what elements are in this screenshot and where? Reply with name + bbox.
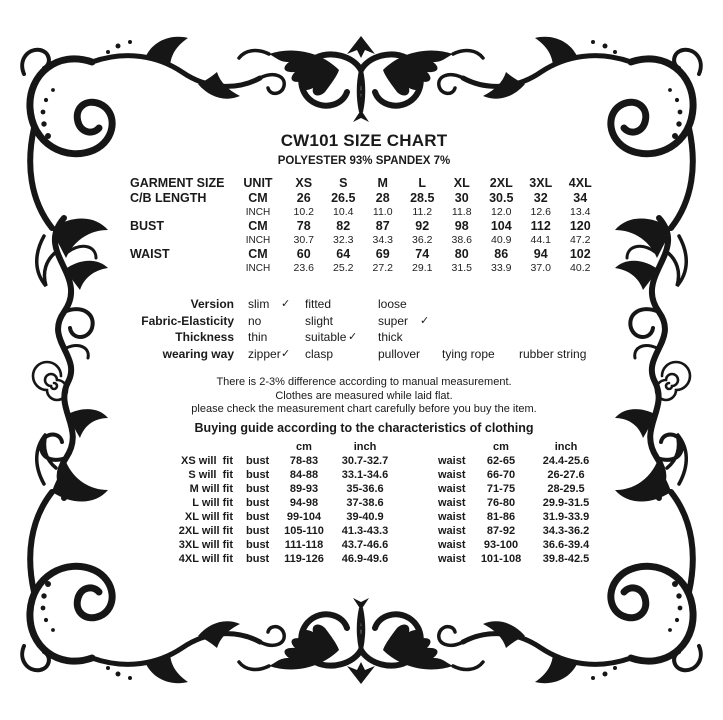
value-cell: 86 [494, 247, 509, 261]
bust-inch-range: 41.3-43.3 [341, 524, 389, 537]
value-cell: 80 [454, 247, 469, 261]
attr-option [519, 313, 600, 330]
value-cell: 30.7 [293, 234, 314, 246]
guide-size-label: M will fit [189, 482, 233, 495]
attr-option: slight [305, 313, 334, 328]
check-icon: ✓ [281, 346, 291, 360]
header-cell: GARMENT SIZE [130, 176, 225, 190]
value-cell: 34 [573, 191, 588, 205]
left-vine [33, 218, 108, 498]
value-cell: 27.2 [372, 262, 393, 274]
waist-inch-range: 31.9-33.9 [542, 510, 590, 523]
header-cell: 4XL [568, 176, 592, 190]
bust-inch-range: 35-36.6 [346, 482, 384, 495]
row-label [128, 262, 232, 275]
bust-inch-range: 37-38.6 [346, 496, 384, 509]
note-line: please check the measurement chart carefully before you buy the item. [191, 403, 537, 415]
header-cell: L [418, 176, 427, 190]
value-cell: 112 [530, 219, 551, 233]
bust-cm-range: 105-110 [284, 524, 324, 537]
value-cell: 26.5 [331, 191, 356, 205]
check-icon: ✓ [420, 313, 430, 327]
waist-cm-range: 81-86 [486, 510, 516, 523]
attr-option: thin [248, 330, 268, 344]
guide-header-inch: inch [554, 440, 578, 453]
value-cell: 23.6 [293, 262, 314, 274]
value-cell: 11.8 [451, 206, 472, 218]
waist-cm-range: 66-70 [486, 468, 516, 481]
attr-option: super [378, 313, 409, 328]
value-cell: 32 [533, 191, 548, 205]
attr-option: loose [378, 297, 407, 311]
value-cell: 11.0 [372, 206, 393, 218]
value-cell: 13.4 [570, 206, 591, 218]
attr-label-wearing-way: wearing way [162, 346, 234, 361]
attr-option [519, 296, 600, 313]
header-cell: XL [453, 176, 470, 190]
note-line: There is 2-3% difference according to manual measurement. [216, 376, 512, 388]
attributes-table [128, 296, 600, 362]
header-cell: UNIT [243, 176, 273, 190]
value-cell: 92 [415, 219, 430, 233]
waist-label: waist [438, 552, 466, 565]
unit-cell: CM [248, 247, 268, 261]
attr-option [442, 329, 519, 346]
bust-inch-range: 30.7-32.7 [341, 454, 389, 467]
page-title: CW101 SIZE CHART [280, 131, 448, 150]
row-label [128, 234, 232, 247]
row-label: WAIST [130, 247, 170, 261]
value-cell: 36.2 [412, 234, 433, 246]
check-icon: ✓ [281, 297, 291, 310]
waist-inch-range: 28-29.5 [547, 482, 585, 495]
guide-header-inch: inch [353, 440, 377, 453]
value-cell: 120 [569, 219, 591, 233]
value-cell: 26 [296, 191, 311, 205]
bust-label: bust [246, 510, 270, 523]
waist-cm-range: 76-80 [486, 496, 516, 509]
bottom-center-motif [239, 598, 483, 684]
attr-option [519, 329, 600, 346]
guide-size-label: XL will fit [184, 510, 233, 523]
value-cell: 10.4 [333, 206, 354, 218]
waist-inch-range: 29.9-31.5 [542, 496, 590, 509]
waist-label: waist [438, 524, 466, 537]
value-cell: 34.3 [372, 234, 393, 246]
value-cell: 60 [296, 247, 311, 261]
waist-label: waist [438, 468, 466, 481]
guide-header-cm: cm [296, 440, 312, 453]
value-cell: 98 [454, 219, 469, 233]
value-cell: 74 [415, 247, 430, 261]
guide-size-label: 4XL will fit [178, 552, 233, 565]
value-cell: 33.9 [491, 262, 512, 274]
check-icon [348, 346, 378, 363]
value-cell: 25.2 [333, 262, 354, 274]
check-icon [348, 296, 378, 313]
value-cell: 28.5 [410, 191, 435, 205]
attr-option: clasp [305, 346, 334, 361]
check-icon [281, 313, 305, 330]
waist-cm-range: 71-75 [486, 482, 516, 495]
check-icon: ✓ [348, 330, 358, 343]
bust-label: bust [246, 524, 270, 537]
value-cell: 12.6 [530, 206, 551, 218]
value-cell: 30.5 [489, 191, 514, 205]
value-cell: 40.2 [570, 262, 591, 274]
row-label: BUST [130, 219, 165, 233]
bust-cm-range: 111-118 [284, 538, 324, 551]
attr-option [442, 313, 519, 330]
size-table [128, 176, 600, 275]
guide-size-label: L will fit [192, 496, 233, 509]
bust-inch-range: 46.9-49.6 [341, 552, 389, 565]
check-icon [420, 329, 442, 346]
bust-cm-range: 94-98 [289, 496, 319, 509]
value-cell: 82 [336, 219, 351, 233]
fabric-composition: POLYESTER 93% SPANDEX 7% [277, 155, 451, 167]
waist-inch-range: 26-27.6 [547, 468, 585, 481]
unit-cell: INCH [245, 207, 271, 218]
header-cell: 3XL [529, 176, 553, 190]
bust-inch-range: 39-40.9 [346, 510, 384, 523]
bust-inch-range: 33.1-34.6 [341, 468, 389, 481]
waist-inch-range: 34.3-36.2 [542, 524, 590, 537]
value-cell: 30 [454, 191, 469, 205]
bust-label: bust [246, 552, 270, 565]
attr-option: slim [248, 297, 270, 311]
value-cell: 104 [490, 219, 512, 233]
check-icon [281, 329, 305, 346]
bust-cm-range: 119-126 [284, 552, 324, 565]
value-cell: 38.6 [451, 234, 472, 246]
value-cell: 64 [336, 247, 351, 261]
attr-option [442, 296, 519, 313]
header-cell: XS [295, 176, 313, 190]
bust-cm-range: 89-93 [289, 482, 319, 495]
attr-option: tying rope [442, 346, 495, 361]
value-cell: 32.3 [333, 234, 354, 246]
attr-label-version: Version [190, 297, 234, 311]
waist-label: waist [438, 454, 466, 467]
value-cell: 78 [296, 219, 311, 233]
value-cell: 37.0 [530, 262, 551, 274]
header-cell: M [377, 176, 388, 190]
unit-cell: CM [248, 219, 268, 233]
buying-guide-heading: Buying guide according to the characteristics of clothing [194, 420, 534, 435]
bust-label: bust [246, 496, 270, 509]
chart-content [128, 131, 600, 566]
waist-inch-range: 24.4-25.6 [542, 454, 590, 467]
value-cell: 28 [375, 191, 390, 205]
guide-size-label: 3XL will fit [178, 538, 233, 551]
header-cell: S [339, 176, 348, 190]
attr-label-elasticity: Fabric-Elasticity [141, 313, 234, 328]
value-cell: 44.1 [530, 234, 551, 246]
value-cell: 102 [569, 247, 591, 261]
value-cell: 12.0 [491, 206, 512, 218]
right-vine [615, 218, 690, 498]
attr-option: no [248, 313, 262, 328]
guide-size-label: 2XL will fit [178, 524, 233, 537]
waist-inch-range: 36.6-39.4 [542, 538, 590, 551]
check-icon [420, 296, 442, 313]
attr-option: suitable [305, 330, 347, 344]
waist-cm-range: 101-108 [480, 552, 522, 565]
waist-inch-range: 39.8-42.5 [542, 552, 590, 565]
value-cell: 87 [375, 219, 390, 233]
note-line: Clothes are measured while laid flat. [275, 389, 453, 402]
guide-size-label: S will fit [188, 468, 233, 481]
waist-label: waist [438, 496, 466, 509]
unit-cell: INCH [245, 263, 271, 274]
waist-cm-range: 62-65 [486, 454, 516, 467]
attr-option: rubber string [519, 346, 587, 361]
bust-cm-range: 99-104 [286, 510, 322, 523]
guide-header-cm: cm [493, 440, 509, 453]
bust-cm-range: 84-88 [289, 468, 319, 481]
check-icon [420, 346, 442, 363]
unit-cell: CM [248, 191, 268, 205]
attr-option: fitted [305, 297, 332, 311]
value-cell: 11.2 [412, 206, 433, 218]
waist-label: waist [438, 538, 466, 551]
check-icon [348, 313, 378, 330]
attr-label-thickness: Thickness [175, 330, 234, 344]
value-cell: 29.1 [412, 262, 433, 274]
waist-label: waist [438, 510, 466, 523]
attr-option: zipper [248, 346, 281, 361]
waist-cm-range: 93-100 [483, 538, 519, 551]
bust-label: bust [246, 538, 270, 551]
bust-label: bust [246, 468, 270, 481]
waist-label: waist [438, 482, 466, 495]
value-cell: 69 [375, 247, 390, 261]
value-cell: 40.9 [491, 234, 512, 246]
bust-cm-range: 78-83 [289, 454, 319, 467]
value-cell: 94 [533, 247, 548, 261]
attr-option: pullover [378, 346, 421, 361]
header-cell: 2XL [489, 176, 513, 190]
attr-option: thick [378, 330, 403, 344]
waist-cm-range: 87-92 [486, 524, 516, 537]
guide-size-label: XS will fit [181, 454, 233, 467]
value-cell: 31.5 [451, 262, 472, 274]
top-center-motif [239, 36, 483, 122]
value-cell: 47.2 [570, 234, 591, 246]
bust-label: bust [246, 482, 270, 495]
row-label [128, 206, 232, 219]
bust-inch-range: 43.7-46.6 [341, 538, 389, 551]
measurement-notes [128, 376, 600, 417]
buying-guide-table [128, 441, 600, 566]
value-cell: 10.2 [293, 206, 314, 218]
unit-cell: INCH [245, 235, 271, 246]
row-label: C/B LENGTH [130, 191, 207, 205]
bust-label: bust [246, 454, 270, 467]
